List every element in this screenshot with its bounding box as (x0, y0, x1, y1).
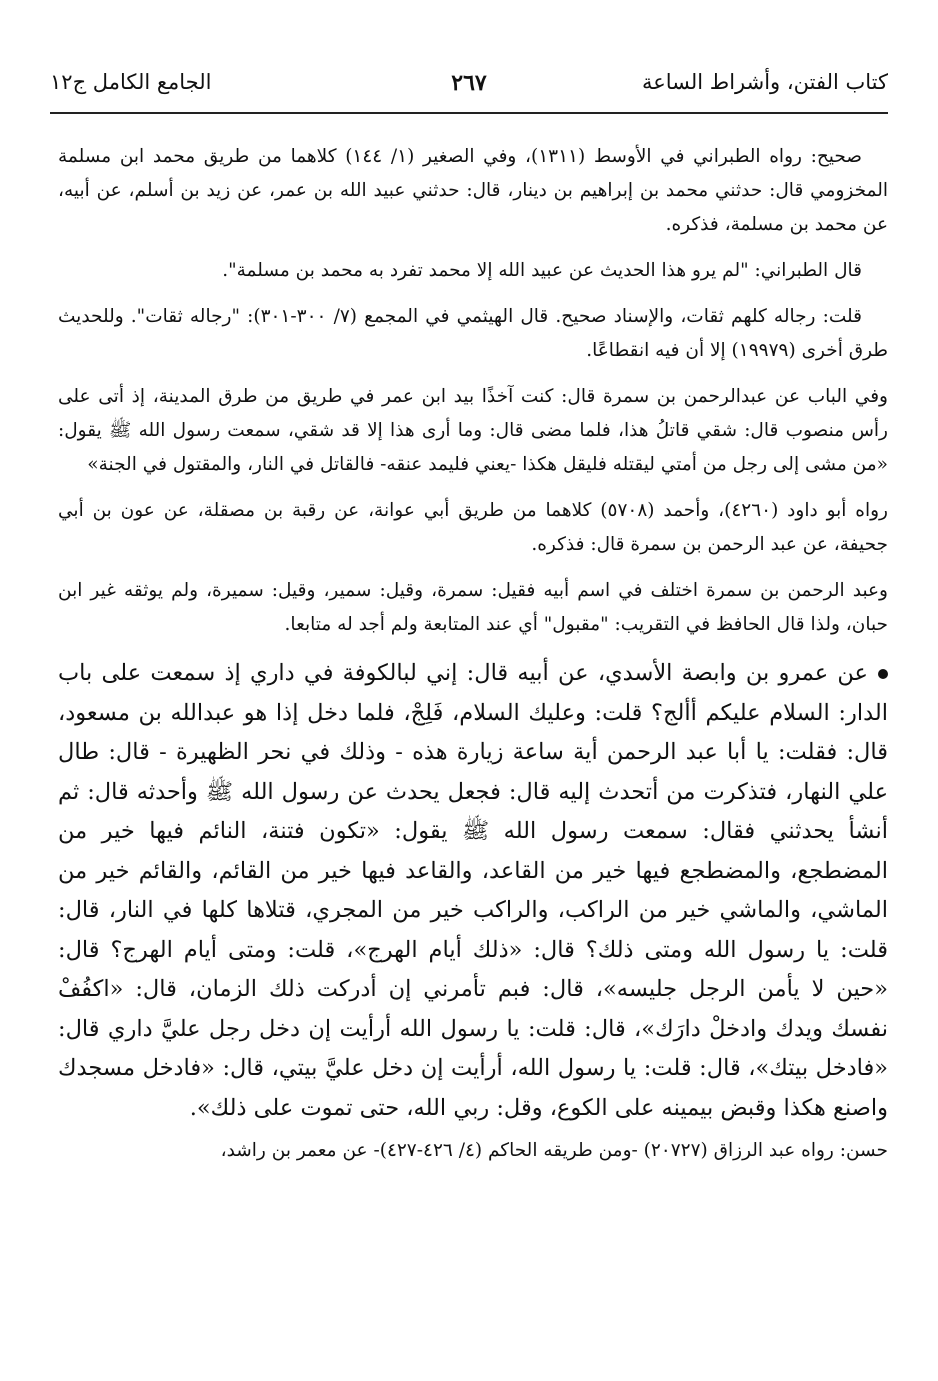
grading-paragraph: قلت: رجاله كلهم ثقات، والإسناد صحيح. قال الهيثمي في المجمع (٧/ ٣٠٠-٣٠١): "رجاله ثقات". وللحديث طرق أخرى (١٩٩٧٩) إلا أن فيه انقطاعًا. (58, 306, 888, 361)
takhrij-paragraph: صحيح: رواه الطبراني في الأوسط (١٣١١)، وفي الصغير (١/ ١٤٤) كلاهما من طريق محمد ابن مسلمة المخزومي قال: حدثني محمد بن إبراهيم بن دينار، قال: حدثني عبيد الله بن عمر، عن زيد بن أسلم، عن أبيه، عن محمد بن مسلمة، فذكره. (58, 146, 888, 235)
book-title: كتاب الفتن، وأشراط الساعة (641, 70, 888, 94)
page-body (58, 140, 888, 1180)
volume-title: الجامع الكامل ج١٢ (50, 70, 212, 94)
running-header (50, 70, 888, 106)
related-hadith-paragraph: وفي الباب عن عبدالرحمن بن سمرة قال: كنت آخذًا بيد ابن عمر في طريق من طرق المدينة، إذ أتى على رأس منصوب قال: شقي قاتلُ هذا، فلما مضى قال: وما أرى هذا إلا قد شقي، سمعت رسول الله ﷺ يقول: «من مشى إلى رجل من أمتي ليقتله فليقل هكذا -يعني فليمد عنقه- فالقاتل في النار، والمقتول في الجنة» (58, 386, 888, 475)
footer-takhrij-paragraph: حسن: رواه عبد الرزاق (٢٠٧٢٧) -ومن طريقه الحاكم (٤/ ٤٢٦-٤٢٧)- عن معمر بن راشد، (220, 1140, 888, 1161)
header-divider (50, 112, 888, 114)
page-number: ٢٦٧ (451, 70, 487, 96)
tabarani-quote-paragraph: قال الطبراني: "لم يرو هذا الحديث عن عبيد الله إلا محمد تفرد به محمد بن مسلمة". (222, 260, 862, 281)
related-takhrij-paragraph: رواه أبو داود (٤٢٦٠)، وأحمد (٥٧٠٨) كلاهما من طريق أبي عوانة، عن رقبة بن مصقلة، عن عون بن أبي جحيفة، عن عبد الرحمن بن سمرة قال: فذكره. (58, 500, 888, 555)
narrator-note-paragraph: وعبد الرحمن بن سمرة اختلف في اسم أبيه فقيل: سمرة، وقيل: سمير، وقيل: سميرة، ولم يوثقه غير ابن حبان، ولذا قال الحافظ في التقريب: "مقبول" أي عند المتابعة ولم أجد له متابعا. (58, 580, 888, 635)
bullet-icon (878, 669, 888, 679)
hadith-text: عن عمرو بن وابصة الأسدي، عن أبيه قال: إني لبالكوفة في داري إذ سمعت على باب الدار: السلام عليكم أألج؟ قلت: وعليك السلام، فَلِجْ، فلما دخل إذا هو عبدالله بن مسعود، قال: فقلت: يا أبا عبد الرحمن أية ساعة زيارة هذه - وذلك في نحر الظهيرة - قال: طال علي النهار، فتذكرت من أتحدث إليه قال: فجعل يحدث عن رسول الله ﷺ وأحدثه قال: ثم أنشأ يحدثني فقال: سمعت رسول الله ﷺ يقول: «تكون فتنة، النائم فيها خير من المضطجع، والمضطجع فيها خير من القاعد، والقاعد فيها خير من القائم، والقائم خير من الماشي، والماشي خير من الراكب، والراكب خير من المجري، قتلاها كلها في النار، قال: قلت: يا رسول الله ومتى ذلك؟ قال: «ذلك أيام الهرج»، قلت: ومتى أيام الهرج؟ قال: «حين لا يأمن الرجل جليسه»، قال: فبم تأمرني إن أدركت ذلك الزمان، قال: «اكفُفْ نفسك ويدك وادخلْ دارَك»، قال: قلت: يا رسول الله أرأيت إن دخل رجل عليَّ داري قال: «فادخل بيتك»، قال: قلت: يا رسول الله، أرأيت إن دخل عليَّ بيتي، قال: «فادخل مسجدك واصنع هكذا وقبض بيمينه على الكوع، وقل: ربي الله، حتى تموت على ذلك». (58, 660, 889, 1121)
